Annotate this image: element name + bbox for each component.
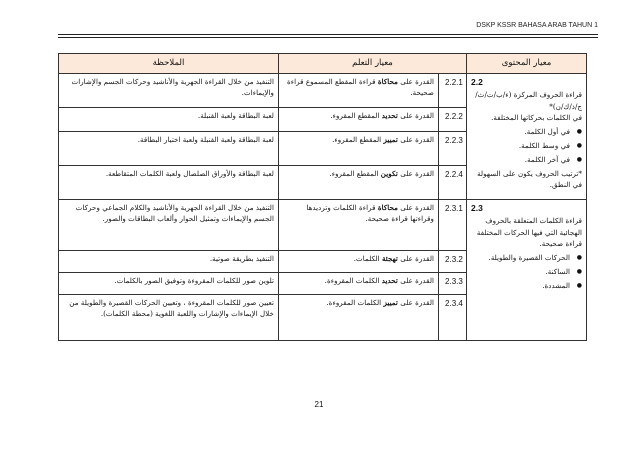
bullet-list (471, 252, 582, 291)
page-number: 21 (314, 400, 324, 409)
text-prefix: القدرة على (400, 254, 435, 264)
learning-standard-text (279, 295, 439, 341)
note-cell: التنفيذ بطريقة صوتية. (59, 251, 279, 273)
text-prefix: القدرة على (400, 77, 435, 87)
note-cell: لعبة البطاقة ولعبة القنبلة ولعبة اختيار البطاقة. (59, 132, 279, 166)
text-prefix: القدرة على (400, 276, 435, 286)
learning-standard-code: 2.3.3 (439, 273, 467, 295)
table-header-row (59, 54, 587, 74)
learning-standard-code: 2.2.2 (439, 108, 467, 132)
document-header: DSKP KSSR BAHASA ARAB TAHUN 1 (476, 22, 598, 29)
text-prefix: القدرة على (400, 135, 435, 145)
learning-standard-code: 2.2.4 (439, 166, 467, 200)
key-verb: تمييز (383, 298, 398, 308)
header-notes: الملاحظة (59, 54, 279, 74)
learning-standard-code: 2.2.1 (439, 74, 467, 108)
note-cell: تلوين صور للكلمات المقروءة وتوفيق الصور بالكلمات. (59, 273, 279, 295)
table-row (59, 200, 587, 251)
learning-standard-text (279, 108, 439, 132)
list-item: ● الساكنة. (471, 266, 582, 277)
text-prefix: القدرة على (400, 111, 435, 121)
text-suffix: الكلمات المقروءة. (324, 276, 380, 286)
learning-standard-text (279, 132, 439, 166)
list-item: ● في أول الكلمة. (471, 126, 582, 137)
text-suffix: الكلمات المقروءة. (326, 298, 382, 308)
key-verb: محاكاة (377, 77, 398, 87)
key-verb: تمييز (383, 135, 398, 145)
content-standard-code: 2.2 (471, 77, 483, 88)
learning-standard-code: 2.3.1 (439, 200, 467, 251)
key-verb: تحديد (381, 111, 398, 121)
note-cell: التنفيذ من خلال القراءة الجهرية والأناشيد والكلام الجماعي وحركات الجسم والإيماءات وتمثيل الحوار وألعاب البطاقات والصور. (59, 200, 279, 251)
list-item: ● في آخر الكلمة. (471, 154, 582, 165)
list-item: ● في وسط الكلمة. (471, 140, 582, 151)
learning-standard-text (279, 251, 439, 273)
learning-standard-text (279, 74, 439, 108)
learning-standard-text (279, 200, 439, 251)
table-row (59, 74, 587, 108)
text-prefix: القدرة على (400, 169, 435, 179)
header-learning-standard: معيار التعلم (279, 54, 467, 74)
key-verb: تهجئة (381, 254, 398, 264)
bullet-list (471, 126, 582, 165)
text-suffix: قراءة الكلمات وترديدها وقراءتها قراءة صحيحة. (306, 203, 435, 224)
text-prefix: القدرة على (400, 203, 435, 213)
header-rule (58, 34, 598, 35)
header-content-standard: معيار المحتوى (467, 54, 587, 74)
list-item: ● الحركات القصيرة والطويلة. (471, 252, 582, 263)
text-suffix: المقطع المقروء. (332, 135, 382, 145)
content-standard-code: 2.3 (471, 203, 483, 214)
learning-standard-text (279, 273, 439, 295)
list-item: ● المشددة. (471, 280, 582, 291)
content-standard-text: قراءة الكلمات المتعلقة بالحروف الهجائية التي فيها الحركات المختلفة قراءة صحيحة. (476, 216, 583, 248)
text-suffix: المقطع المقروء. (330, 111, 380, 121)
text-suffix: المقطع المقروء. (329, 169, 379, 179)
note-cell: لعبة البطاقة ولعبة القنبلة. (59, 108, 279, 132)
key-verb: تكوين (380, 169, 398, 179)
content-standard-cell (467, 74, 587, 200)
content-standard-cell (467, 200, 587, 341)
learning-standard-code: 2.2.3 (439, 132, 467, 166)
content-standard-text: قراءة الحروف المركزة (ء/ب/ت/ث/ج/ذ/ك/ن)* (475, 90, 583, 111)
text-suffix: قراءة المقطع المسموع قراءة صحيحة. (287, 77, 435, 98)
footnote-text: *ترتيب الحروف يكون على السهولة في النطق. (477, 169, 583, 190)
content-standard-text: في الكلمات بحركاتها المختلفة. (491, 112, 583, 122)
key-verb: تحديد (381, 276, 398, 286)
note-cell: لعبة البطاقة والأوراق الصلصال ولعبة الكلمات المتقاطعة. (59, 166, 279, 200)
learning-standard-code: 2.3.4 (439, 295, 467, 341)
curriculum-table (58, 53, 587, 341)
learning-standard-text (279, 166, 439, 200)
text-prefix: القدرة على (400, 298, 435, 308)
note-cell: تعيين صور للكلمات المقروءة ، وتعيين الحركات القصيرة والطويلة من خلال الإيماءات والإشارات واللعبة اللغوية (محطة الكلمات). (59, 295, 279, 341)
text-suffix: الكلمات. (353, 254, 380, 264)
key-verb: محاكاة (377, 203, 398, 213)
learning-standard-code: 2.3.2 (439, 251, 467, 273)
header-rule-second (58, 37, 598, 38)
note-cell: التنفيذ من خلال القراءة الجهرية والأناشيد وحركات الجسم والإشارات والإيماءات. (59, 74, 279, 108)
